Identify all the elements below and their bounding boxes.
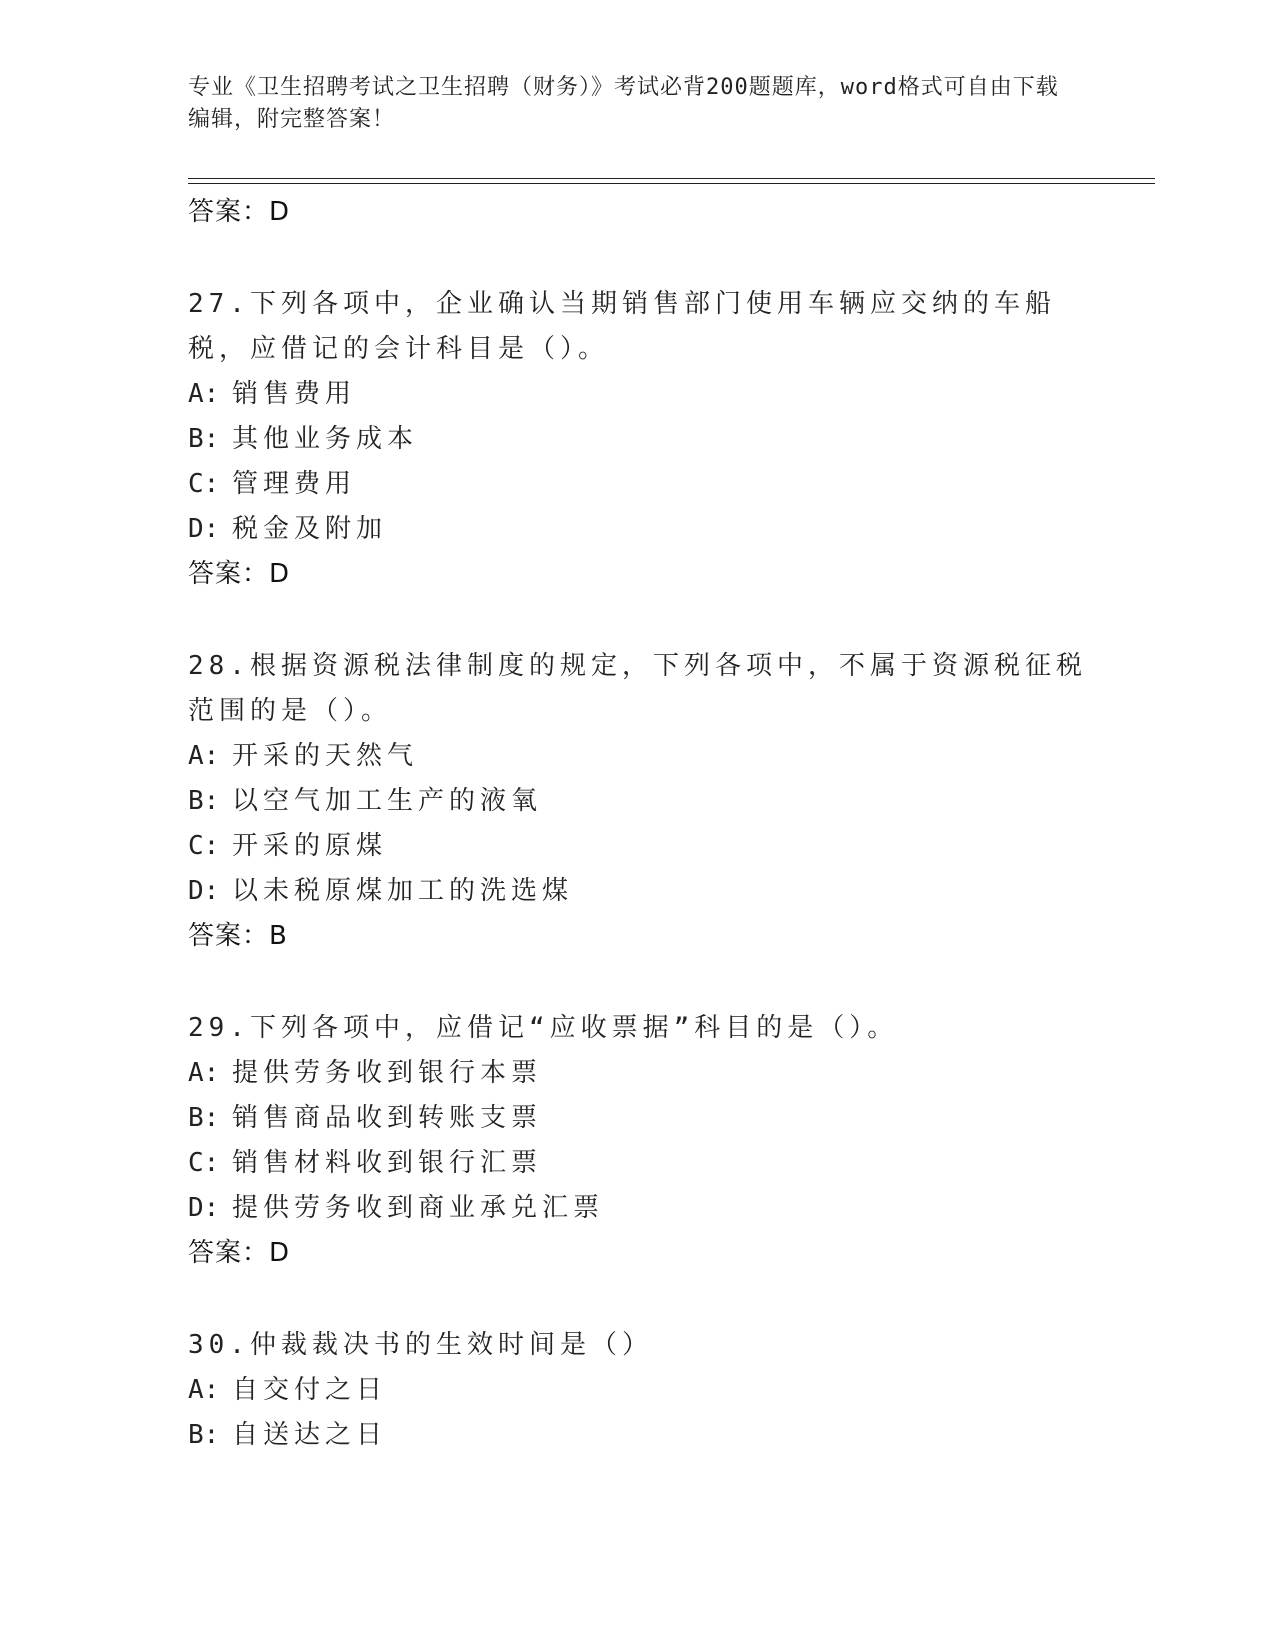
page-header: 专业《卫生招聘考试之卫生招聘（财务）》考试必背200题题库，word格式可自由下载编辑，附完整答案！ (188, 75, 1059, 132)
option-b (188, 779, 1088, 824)
option-key: A: (188, 1375, 220, 1405)
header-rule-bottom (188, 183, 1155, 184)
option-key: D: (188, 514, 220, 544)
option-text: 销售材料收到银行汇票 (232, 1148, 543, 1178)
question-27 (188, 282, 1088, 596)
question-28 (188, 644, 1088, 958)
option-text: 提供劳务收到商业承兑汇票 (232, 1193, 605, 1223)
question-29 (188, 1006, 1088, 1275)
answer-line: 答案：D (188, 1238, 291, 1268)
option-key: C: (188, 831, 220, 861)
option-a (188, 1051, 1088, 1096)
option-a (188, 734, 1088, 779)
header-rule-top (188, 178, 1155, 179)
option-b (188, 417, 1088, 462)
option-a (188, 372, 1088, 417)
question-30 (188, 1323, 1088, 1458)
option-text: 以空气加工生产的液氧 (232, 786, 543, 816)
option-text: 销售费用 (232, 379, 357, 409)
answer-line: 答案：B (188, 921, 288, 951)
option-key: B: (188, 786, 220, 816)
option-key: D: (188, 1193, 220, 1223)
answer-line: 答案：D (188, 559, 291, 589)
option-c (188, 462, 1088, 507)
question-stem: 28.根据资源税法律制度的规定，下列各项中，不属于资源税征税范围的是（）。 (188, 651, 1087, 726)
option-text: 开采的天然气 (232, 741, 419, 771)
option-b (188, 1096, 1088, 1141)
option-text: 销售商品收到转账支票 (232, 1103, 543, 1133)
option-text: 以未税原煤加工的洗选煤 (232, 876, 574, 906)
option-d (188, 507, 1088, 552)
option-text: 自送达之日 (232, 1420, 388, 1450)
option-key: B: (188, 424, 220, 454)
option-key: A: (188, 1058, 220, 1088)
option-d (188, 1186, 1088, 1231)
option-key: A: (188, 379, 220, 409)
option-key: B: (188, 1420, 220, 1450)
option-text: 税金及附加 (232, 514, 388, 544)
option-b (188, 1413, 1088, 1458)
option-a (188, 1368, 1088, 1413)
option-text: 其他业务成本 (232, 424, 419, 454)
option-key: C: (188, 469, 220, 499)
question-stem: 29.下列各项中，应借记“应收票据”科目的是（）。 (188, 1013, 899, 1043)
option-text: 管理费用 (232, 469, 357, 499)
previous-answer: 答案：D (188, 197, 291, 227)
question-stem: 30.仲裁裁决书的生效时间是（） (188, 1330, 653, 1360)
question-stem: 27.下列各项中，企业确认当期销售部门使用车辆应交纳的车船税，应借记的会计科目是（）。 (188, 289, 1056, 364)
option-key: D: (188, 876, 220, 906)
option-c (188, 824, 1088, 869)
option-key: B: (188, 1103, 220, 1133)
option-c (188, 1141, 1088, 1186)
option-text: 提供劳务收到银行本票 (232, 1058, 543, 1088)
option-key: A: (188, 741, 220, 771)
option-key: C: (188, 1148, 220, 1178)
option-d (188, 869, 1088, 914)
option-text: 开采的原煤 (232, 831, 388, 861)
question-list (188, 190, 1088, 1458)
option-text: 自交付之日 (232, 1375, 388, 1405)
